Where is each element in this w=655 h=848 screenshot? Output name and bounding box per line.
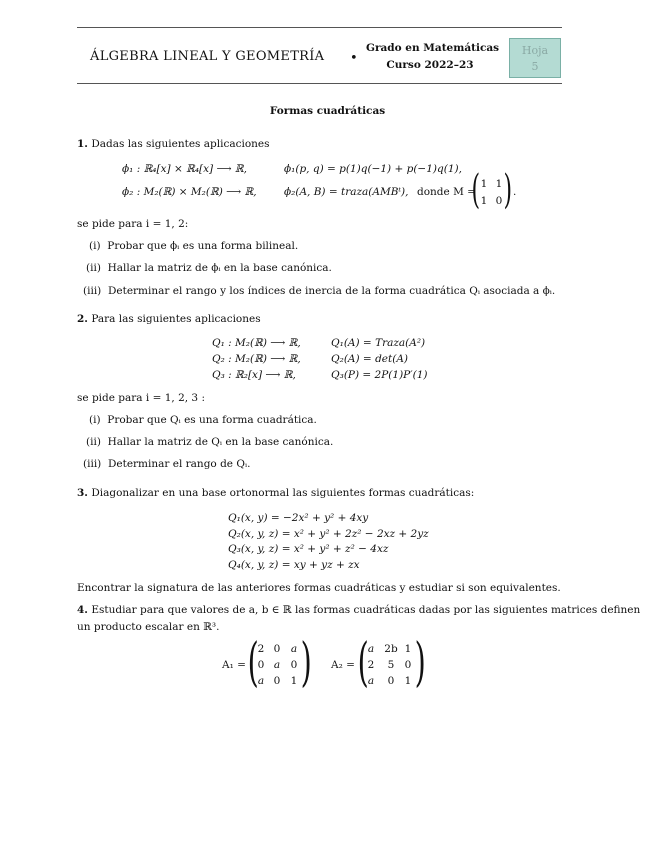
ex3-form: Q₄(x, y, z) = xy + yz + zx (228, 559, 360, 571)
matrix-M (471, 167, 517, 214)
academic-year: Curso 2022–23 (386, 59, 474, 71)
ex2-map: Q₂ : M₂(ℝ) ⟶ ℝ, (212, 353, 301, 365)
ex2-formula: Q₃(P) = 2P(1)P′(1) (331, 369, 428, 381)
ex1-item (83, 285, 555, 297)
matrix-A2-left-paren: ( (357, 633, 369, 693)
matrix-M-right-paren: ) (503, 167, 513, 213)
item-label: (iii) (83, 285, 102, 297)
ex3-form: Q₂(x, y, z) = x² + y² + 2z² − 2xz + 2yz (228, 528, 429, 540)
ex3-form: Q₃(x, y, z) = x² + y² + z² − 4xz (228, 543, 389, 555)
ex3-number: 3. (77, 487, 88, 499)
item-text: Probar que Qᵢ es una forma cuadrática. (107, 414, 317, 426)
ex2-number: 2. (77, 313, 88, 325)
matrix-A2-cell: 0 (387, 675, 395, 687)
item-text: Determinar el rango de Qᵢ. (107, 458, 251, 470)
matrix-M-left-paren: ( (471, 167, 481, 213)
degree-name: Grado en Matemáticas (366, 42, 500, 54)
ex1-item (86, 262, 332, 274)
matrix-A1-cell: 0 (257, 659, 265, 671)
matrix-A2-cell: 2 (367, 659, 375, 671)
matrix-A1-right-paren: ) (300, 633, 312, 693)
ex4-intro-line (77, 604, 640, 616)
sheet-badge (509, 38, 561, 78)
item-text: Probar que ϕᵢ es una forma bilineal. (107, 240, 299, 252)
matrix-A2-cell: 1 (404, 675, 412, 687)
item-text: Hallar la matriz de ϕᵢ en la base canónica. (107, 262, 332, 274)
ex4-intro: Estudiar para que valores de a, b ∈ ℝ las formas cuadráticas dadas por las siguientes matrices definen (91, 604, 641, 616)
ex1-ask: se pide para i = 1, 2: (77, 218, 189, 230)
ex4-number: 4. (77, 604, 88, 616)
ex1-phi1-formula: ϕ₁(p, q) = p(1)q(−1) + p(−1)q(1), (284, 163, 462, 175)
ex1-period: . (513, 186, 517, 198)
item-text: Hallar la matriz de Qᵢ en la base canónica. (107, 436, 334, 448)
item-label: (iii) (83, 458, 102, 470)
ex1-intro: Dadas las siguientes aplicaciones (91, 138, 270, 150)
matrix-M-cell: 0 (495, 195, 503, 207)
ex1-phi2-def: ϕ₂ : M₂(ℝ) × M₂(ℝ) ⟶ ℝ, (122, 186, 257, 198)
matrix-A2-cell: 0 (404, 659, 412, 671)
matrix-A1-cell: a (273, 659, 281, 671)
ex2-formula: Q₂(A) = det(A) (331, 353, 408, 365)
matrix-A2-cell: a (367, 643, 375, 655)
header-top-rule (77, 27, 562, 28)
ex4-intro-line2: un producto escalar en ℝ³. (77, 621, 220, 633)
page-title: Formas cuadráticas (269, 105, 386, 117)
matrix-A1-left-paren: ( (247, 633, 259, 693)
header-separator: • (350, 51, 358, 66)
matrix-A1-label: A₁ = (222, 659, 246, 671)
item-label: (ii) (86, 436, 101, 448)
matrix-A2-label: A₂ = (331, 659, 355, 671)
ex1-phi1-def: ϕ₁ : ℝ₄[x] × ℝ₄[x] ⟶ ℝ, (122, 163, 247, 175)
item-text: Determinar el rango y los índices de inercia de la forma cuadrática Qᵢ asociada a ϕᵢ. (107, 285, 556, 297)
ex2-item (83, 458, 250, 470)
matrix-A1-cell: 2 (257, 643, 265, 655)
item-label: (ii) (86, 262, 101, 274)
matrix-A2-cell: 1 (404, 643, 412, 655)
header-bottom-rule (77, 83, 562, 84)
ex2-intro-line (77, 313, 261, 325)
ex1-phi2-formula: ϕ₂(A, B) = traza(AMBᵗ), (284, 186, 409, 198)
ex2-item (89, 414, 317, 426)
matrix-A1-cell: 0 (290, 659, 298, 671)
item-label: (i) (89, 240, 101, 252)
matrix-A1 (247, 633, 312, 693)
sheet-number: 5 (531, 60, 539, 73)
item-label: (i) (89, 414, 101, 426)
matrix-A2 (357, 633, 426, 693)
ex3-intro: Diagonalizar en una base ortonormal las siguientes formas cuadráticas: (91, 487, 475, 499)
ex2-map: Q₃ : ℝ₂[x] ⟶ ℝ, (212, 369, 296, 381)
matrix-A2-cell: a (367, 675, 375, 687)
matrix-A2-cell: 2b (384, 643, 398, 655)
ex1-number: 1. (77, 138, 88, 150)
ex3-outro: Encontrar la signatura de las anteriores formas cuadráticas y estudiar si son equivalentes. (77, 582, 561, 594)
ex1-item (89, 240, 298, 252)
matrix-M-cell: 1 (480, 178, 488, 190)
ex3-form: Q₁(x, y) = −2x² + y² + 4xy (228, 512, 369, 524)
ex2-intro: Para las siguientes aplicaciones (91, 313, 261, 325)
matrix-A2-cell: 5 (387, 659, 395, 671)
ex2-formula: Q₁(A) = Traza(A²) (331, 337, 426, 349)
sheet-label: Hoja (521, 44, 549, 57)
ex1-donde: donde M = (417, 186, 476, 198)
matrix-M-cell: 1 (495, 178, 503, 190)
matrix-A1-cell: 1 (290, 675, 298, 687)
ex2-item (86, 436, 333, 448)
matrix-A1-cell: 0 (273, 675, 281, 687)
course-title: ÁLGEBRA LINEAL Y GEOMETRÍA (90, 49, 325, 64)
matrix-A2-right-paren: ) (414, 633, 426, 693)
matrix-A1-cell: 0 (273, 643, 281, 655)
matrix-M-cell: 1 (480, 195, 488, 207)
ex2-ask: se pide para i = 1, 2, 3 : (77, 392, 205, 404)
matrix-A1-cell: a (257, 675, 265, 687)
ex2-map: Q₁ : M₂(ℝ) ⟶ ℝ, (212, 337, 301, 349)
ex1-intro-line (77, 138, 270, 150)
matrix-A1-cell: a (290, 643, 298, 655)
ex3-intro-line (77, 487, 474, 499)
